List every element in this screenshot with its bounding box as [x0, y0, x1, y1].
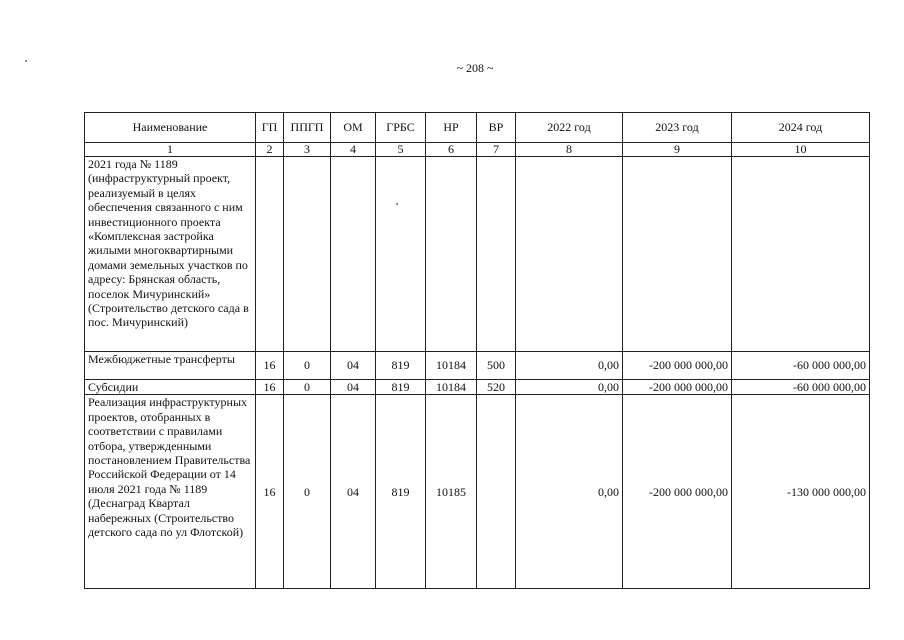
cell-om: 04 [331, 352, 376, 380]
column-number: 4 [331, 143, 376, 157]
cell-2022: 0,00 [516, 380, 623, 395]
cell-2024 [732, 157, 870, 352]
cell-vr [477, 157, 516, 352]
cell-gp: 16 [256, 352, 284, 380]
cell-ppgp: 0 [284, 380, 331, 395]
header-vr: ВР [477, 113, 516, 143]
header-row [85, 113, 870, 143]
column-number: 7 [477, 143, 516, 157]
column-number: 9 [623, 143, 732, 157]
cell-2023 [623, 157, 732, 352]
cell-gp: 16 [256, 395, 284, 589]
column-number: 10 [732, 143, 870, 157]
cell-grbs: 819 [376, 395, 426, 589]
cell-grbs [376, 157, 426, 352]
cell-2024: -130 000 000,00 [732, 395, 870, 589]
cell-2023: -200 000 000,00 [623, 395, 732, 589]
cell-vr: 520 [477, 380, 516, 395]
budget-table [84, 112, 870, 589]
cell-2023: -200 000 000,00 [623, 352, 732, 380]
cell-om: 04 [331, 395, 376, 589]
header-2023: 2023 год [623, 113, 732, 143]
row-name: Межбюджетные трансферты [85, 352, 256, 380]
header-2022: 2022 год [516, 113, 623, 143]
cell-2022: 0,00 [516, 352, 623, 380]
column-number: 6 [426, 143, 477, 157]
cell-2022 [516, 157, 623, 352]
row-name: 2021 года № 1189 (инфраструктурный проект, реализуемый в целях обеспечения связанного с ним инвестиционного проекта «Комплексная застройка жилыми многоквартирными домами земельных участков по адресу: Брянская область, поселок Мичуринский» (Строительство детского сада в пос. Мичуринский) [85, 157, 256, 352]
cell-ppgp: 0 [284, 352, 331, 380]
header-gp: ГП [256, 113, 284, 143]
cell-nr: 10184 [426, 352, 477, 380]
table-row [85, 352, 870, 380]
header-name: Наименование [85, 113, 256, 143]
header-grbs: ГРБС [376, 113, 426, 143]
cell-nr: 10184 [426, 380, 477, 395]
cell-om [331, 157, 376, 352]
column-number: 5 [376, 143, 426, 157]
table-row [85, 395, 870, 589]
table-row [85, 380, 870, 395]
column-number: 3 [284, 143, 331, 157]
cell-2024: -60 000 000,00 [732, 380, 870, 395]
cell-vr: 500 [477, 352, 516, 380]
page-number: ~ 208 ~ [456, 61, 494, 75]
cell-gp [256, 157, 284, 352]
column-number: 1 [85, 143, 256, 157]
header-ppgp: ППГП [284, 113, 331, 143]
cell-gp: 16 [256, 380, 284, 395]
cell-nr: 10185 [426, 395, 477, 589]
table-row [85, 157, 870, 352]
column-number: 8 [516, 143, 623, 157]
cell-vr [477, 395, 516, 589]
cell-grbs: 819 [376, 352, 426, 380]
scan-speck [25, 60, 27, 62]
column-number-row [85, 143, 870, 157]
header-2024: 2024 год [732, 113, 870, 143]
cell-om: 04 [331, 380, 376, 395]
cell-2022: 0,00 [516, 395, 623, 589]
cell-ppgp [284, 157, 331, 352]
header-om: ОМ [331, 113, 376, 143]
row-name: Реализация инфраструктурных проектов, отобранных в соответствии с правилами отбора, утвержденными постановлением Правительства Российской Федерации от 14 июля 2021 года № 1189 (Деснаград Квартал набережных (Строительство детского сада по ул Флотской) [85, 395, 256, 589]
column-number: 2 [256, 143, 284, 157]
cell-2024: -60 000 000,00 [732, 352, 870, 380]
header-nr: НР [426, 113, 477, 143]
cell-nr [426, 157, 477, 352]
row-name: Субсидии [85, 380, 256, 395]
cell-ppgp: 0 [284, 395, 331, 589]
cell-2023: -200 000 000,00 [623, 380, 732, 395]
cell-grbs: 819 [376, 380, 426, 395]
